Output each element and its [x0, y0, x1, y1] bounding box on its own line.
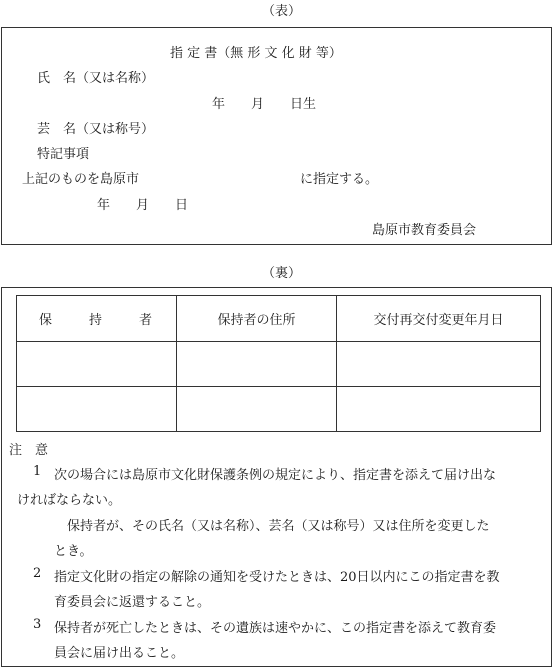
address-header: 保持者の住所	[177, 296, 337, 342]
note-number: 2	[33, 566, 42, 581]
birth-date: 年 月 日生	[212, 97, 317, 112]
front-side-label: （表）	[262, 4, 302, 19]
table-cell	[177, 387, 337, 432]
holder-header-char: 持	[88, 313, 102, 328]
note-1-sub-line-2: とき。	[54, 544, 93, 559]
table-cell	[177, 342, 337, 387]
table-row	[17, 342, 541, 387]
note-1-line-2: ければならない。	[17, 493, 122, 508]
table-cell	[337, 387, 541, 432]
certificate-title: 指 定 書（無 形 文 化 財 等）	[170, 46, 342, 61]
designation-suffix: に指定する。	[300, 172, 379, 187]
note-number: 1	[33, 464, 42, 479]
holder-header-char: 保	[39, 313, 53, 328]
table-cell	[337, 342, 541, 387]
holders-table-header	[17, 296, 541, 342]
issuer: 島原市教育委員会	[372, 223, 477, 238]
table-row	[17, 387, 541, 432]
back-side-label: （裏）	[262, 266, 302, 281]
special-notes-label: 特記事項	[37, 147, 90, 162]
notes-heading: 注 意	[9, 443, 49, 458]
note-1-sub-line-1: 保持者が、その氏名（又は名称）、芸名（又は称号）又は住所を変更した	[67, 519, 490, 534]
holder-header-char: 者	[138, 313, 152, 328]
note-3-line-1: 保持者が死亡したときは、その遺族は速やかに、この指定書を添えて教育委	[54, 621, 497, 636]
dates-header: 交付再交付変更年月日	[337, 296, 541, 342]
holders-table	[16, 295, 541, 432]
table-cell	[17, 387, 177, 432]
stage-name-label: 芸 名（又は称号）	[37, 122, 155, 137]
name-label: 氏 名（又は名称）	[37, 71, 155, 86]
designation-prefix: 上記のものを島原市	[22, 172, 140, 187]
note-3-line-2: 員会に届け出ること。	[54, 646, 185, 661]
note-1-line-1: 次の場合には島原市文化財保護条例の規定により、指定書を添えて届け出な	[54, 468, 497, 483]
note-2-line-1: 指定文化財の指定の解除の通知を受けたときは、20日以内にこの指定書を教	[54, 570, 500, 585]
table-cell	[17, 342, 177, 387]
note-2-line-2: 育委員会に返還すること。	[54, 595, 211, 610]
holder-header	[17, 296, 177, 342]
issue-date: 年 月 日	[97, 198, 189, 213]
note-number: 3	[33, 617, 42, 632]
